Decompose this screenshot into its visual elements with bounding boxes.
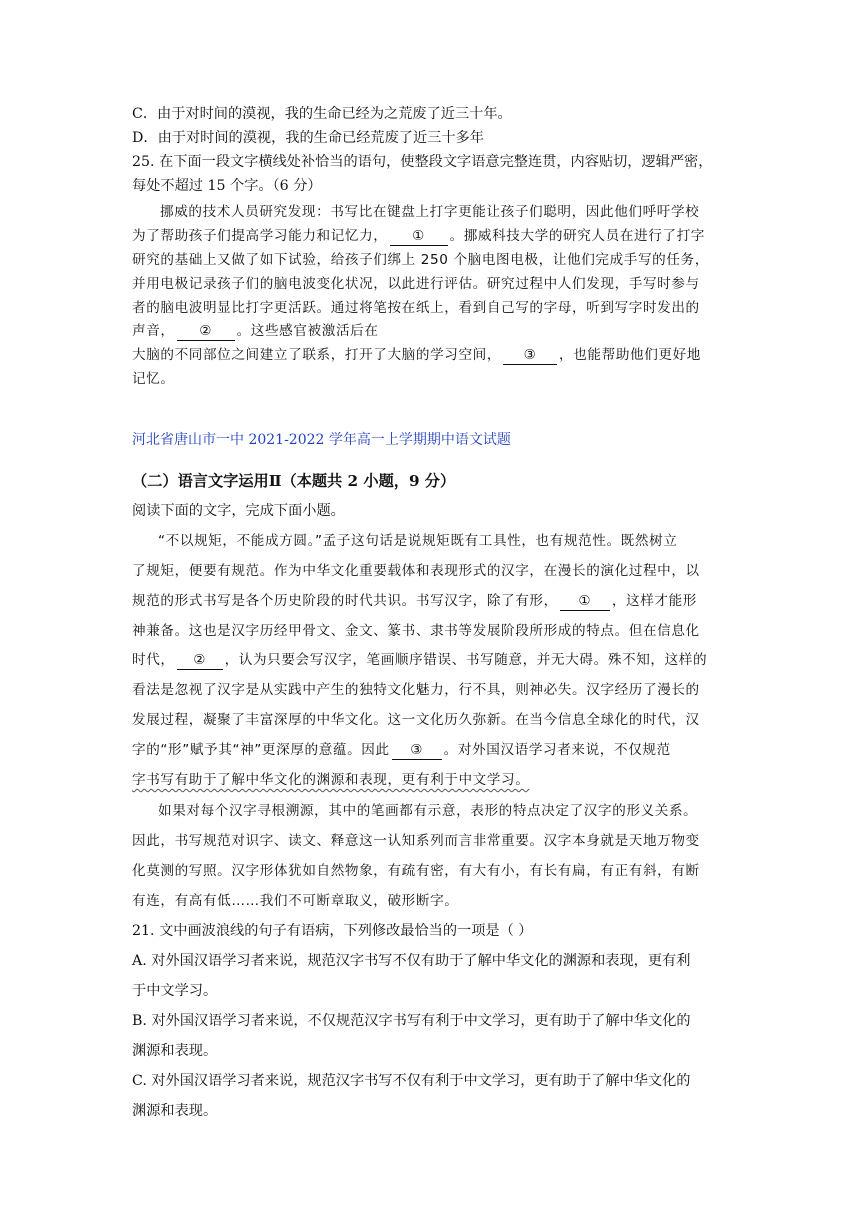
choice-a-line-2: 于中文学习。: [132, 983, 218, 999]
blank-3: ③: [503, 347, 557, 365]
passage-25-text: ，也能帮助他们更好地: [559, 347, 701, 363]
source-title: 河北省唐山市一中 2021-2022 学年高一上学期期中语文试题: [132, 432, 511, 448]
passage-25-line-7: [132, 345, 701, 365]
passage-text: 时代，: [132, 652, 175, 668]
passage-text: 。对外国汉语学习者来说，不仅规范: [443, 742, 671, 758]
choice-b-line-1: B. 对外国汉语学习者来说，不仅规范汉字书写有利于中文学习，更有助于了解中华文化的: [132, 1013, 691, 1029]
question-25-line-2: 每处不超过 15 个字。（6 分）: [132, 178, 322, 194]
passage2-line-3: 化莫测的写照。汉字形体犹如自然物象，有疏有密，有大有小，有长有扁，有正有斜，有断: [132, 863, 700, 879]
question-21-stem: 21. 文中画波浪线的句子有语病，下列修改最恰当的一项是（ ）: [132, 923, 533, 939]
passage-25-line-8: 记忆。: [132, 371, 175, 387]
passage-text: ，这样才能形: [611, 593, 697, 609]
passage-line-4: 神兼备。这也是汉字历经甲骨文、金文、篆书、隶书等发展阶段所形成的特点。但在信息化: [132, 623, 700, 639]
passage-25-line-6: [132, 321, 379, 341]
passage2-line-4: 有连，有高有低……我们不可断章取义，破形断字。: [132, 893, 459, 909]
passage-text: 字的“形”赋予其“神”更深厚的意蕴。因此: [132, 742, 390, 758]
passage-25-text: 。这些感官被激活后在: [236, 323, 379, 339]
passage-25-text: 声音，: [132, 323, 175, 339]
passage-25-line-1: 挪威的技术人员研究发现：书写比在键盘上打字更能让孩子们聪明，因此他们呼吁学校: [160, 204, 700, 220]
passage-25-line-5: 者的脑电波明显比打字更活跃。通过将笔按在纸上，看到自己写的字母，听到写字时发出的: [132, 300, 700, 316]
blank-1: ①: [390, 228, 448, 246]
passage2-line-1: 如果对每个汉字寻根溯源，其中的笔画都有示意，表形的特点决定了汉字的形义关系。: [158, 803, 698, 819]
choice-b-line-2: 渊源和表现。: [132, 1043, 218, 1059]
blank-3: ③: [392, 742, 442, 760]
passage-25-text: 。挪威科技大学的研究人员在进行了打字: [449, 228, 705, 244]
option-d: D．由于对时间的漠视，我的生命已经荒废了近三十多年: [132, 130, 484, 146]
choice-a-line-1: A. 对外国汉语学习者来说，规范汉字书写不仅有助于了解中华文化的渊源和表现，更有利: [132, 953, 691, 969]
passage-text: ，认为只要会写汉字，笔画顺序错误、书写随意，并无大碍。殊不知，这样的: [224, 652, 708, 668]
passage-25-line-2: [132, 226, 705, 246]
passage2-line-2: 因此，书写规范对识字、读文、释意这一认知系列而言非常重要。汉字本身就是天地万物变: [132, 833, 700, 849]
passage-line-7: 发展过程，凝聚了丰富深厚的中华文化。这一文化历久弥新。在当今信息全球化的时代，汉: [132, 712, 700, 728]
instruction: 阅读下面的文字，完成下面小题。: [132, 503, 345, 519]
blank-1: ①: [560, 593, 610, 611]
passage-line-2: 了规矩，便要有规范。作为中华文化重要载体和表现形式的汉字，在漫长的演化过程中，以: [132, 563, 700, 579]
choice-c-line-2: 渊源和表现。: [132, 1103, 218, 1119]
passage-25-text: 大脑的不同部位之间建立了联系，打开了大脑的学习空间，: [132, 347, 502, 363]
passage-line-6: 看法是忽视了汉字是从实践中产生的独特文化魅力，行不具，则神必失。汉字经历了漫长的: [132, 682, 700, 698]
passage-text: 规范的形式书写是各个历史阶段的时代共识。书写汉字，除了有形，: [132, 593, 558, 609]
wavy-underlined-sentence: 字书写有助于了解中华文化的渊源和表现，更有利于中文学习。: [132, 772, 530, 788]
passage-25-text: 为了帮助孩子们提高学习能力和记忆力，: [132, 228, 388, 244]
passage-line-5: [132, 650, 707, 670]
passage-25-line-4: 并用电极记录孩子们的脑电波变化状况，以此进行评估。研究过程中人们发现，手写时参与: [132, 276, 700, 292]
passage-line-1: “不以规矩，不能成方圆。”孟子这句话是说规矩既有工具性，也有规范性。既然树立: [158, 533, 678, 549]
choice-c-line-1: C. 对外国汉语学习者来说，规范汉字书写不仅有利于中文学习，更有助于了解中华文化的: [132, 1073, 691, 1089]
question-25-line-1: 25. 在下面一段文字横线处补恰当的语句，使整段文字语意完整连贯，内容贴切，逻辑严密，: [132, 154, 713, 170]
passage-25-line-3: 研究的基础上又做了如下试验，给孩子们绑上 250 个脑电图电极，让他们完成手写的任务，: [132, 252, 709, 268]
passage-line-3: [132, 591, 697, 611]
blank-2: ②: [177, 323, 235, 341]
passage-line-8: [132, 740, 671, 760]
option-c: C．由于对时间的漠视，我的生命已经为之荒废了近三十年。: [132, 106, 512, 122]
section-title: （二）语言文字运用Ⅱ（本题共 2 小题，9 分）: [132, 472, 456, 490]
blank-2: ②: [177, 652, 223, 670]
